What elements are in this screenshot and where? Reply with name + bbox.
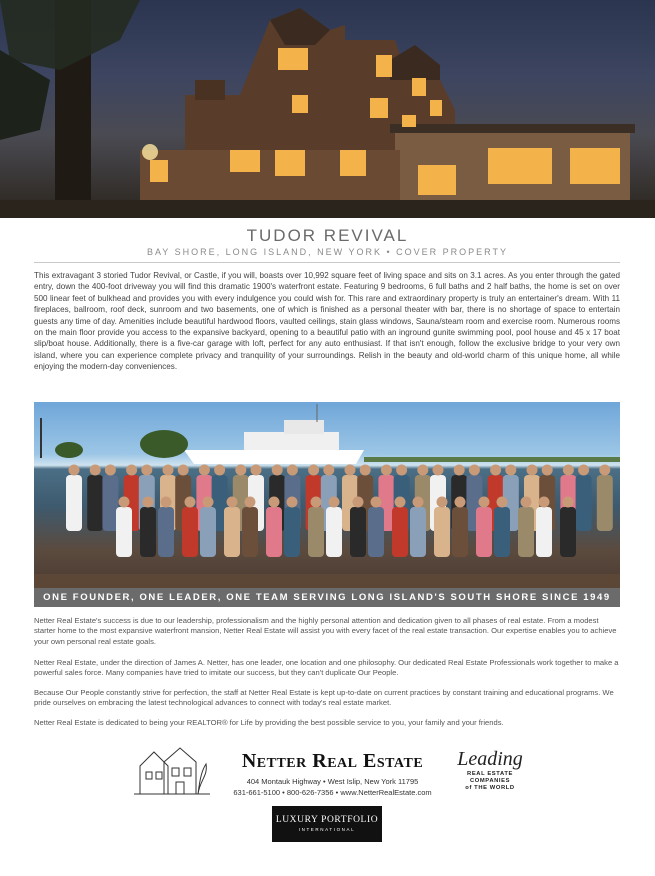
team-member-head [563,497,574,508]
team-member-head [143,497,154,508]
team-member-body [494,507,510,557]
team-member-head [251,465,262,476]
team-member-head [178,465,189,476]
team-member-head [329,497,340,508]
team-member-head [417,465,428,476]
team-member-head [599,465,610,476]
about-paragraph-4: Netter Real Estate is dedicated to being your REALTOR® for Life by providing the best possible service to you, your family and your friends. [34,718,504,727]
listing-title: TUDOR REVIVAL [246,226,409,245]
team-member-body [410,507,426,557]
team-member-body [284,507,300,557]
team-member-body [597,475,613,531]
brand-name: Netter Real Estate [241,750,424,772]
team-member-head [505,465,516,476]
team-member-head [563,465,574,476]
team-member-body [116,507,132,557]
team-member-head [455,497,466,508]
about-paragraph-2: Netter Real Estate, under the direction of James A. Netter, has one leader, one location and one philosophy. Our dedicated Real Estate Professionals work together to make a powerful sales force. Many companies have tried to imitate our success, but they can't duplicate Our People. [34,658,619,678]
lux-line-1: LUXURY PORTFOLIO [275,815,379,825]
team-member-head [539,497,550,508]
team-member-head [437,497,448,508]
team-member-head [126,465,137,476]
team-member-head [227,497,238,508]
team-member-head [161,497,172,508]
contact-line[interactable]: 631-661-5100 • 800-626-7356 • www.NetterRealEstate.com [233,788,432,797]
team-member-head [454,465,465,476]
team-member-body [200,507,216,557]
team-member-head [269,497,280,508]
team-member-head [311,497,322,508]
team-member-body [518,507,534,557]
team-member-head [163,465,174,476]
team-banner: ONE FOUNDER, ONE LEADER, ONE TEAM SERVING LONG ISLAND'S SOUTH SHORE SINCE 1949 [34,588,620,607]
team-member-head [396,465,407,476]
team-member-head [185,497,196,508]
team-member-body [158,507,174,557]
divider [34,262,620,263]
team-member-body [326,507,342,557]
team-member-head [287,465,298,476]
hero-house-photo [0,0,655,218]
team-member-head [235,465,246,476]
team-member-body [576,475,592,531]
team-member-body [368,507,384,557]
about-paragraph-1: Netter Real Estate's success is due to our leadership, professionalism and the highly personal attention and dedication given to all phases of real estate. From a modest starter home to the most expansive waterfront mansion, Netter Real Estate will assist you with every facet of the real estate transaction. Our expertise enables you to achieve your own personal real estate goals. [34,616,617,646]
team-member-body [266,507,282,557]
team-member-head [203,497,214,508]
team-member-body [242,507,258,557]
team-member-head [360,465,371,476]
team-member-head [345,465,356,476]
team-member-head [413,497,424,508]
team-member-head [527,465,538,476]
team-member-head [287,497,298,508]
listing-subtitle: BAY SHORE, LONG ISLAND, NEW YORK • COVER PROPERTY [146,247,509,257]
team-member-head [578,465,589,476]
team-member-head [141,465,152,476]
team-member-body [392,507,408,557]
team-member-head [323,465,334,476]
house-sketch-icon [134,742,210,800]
leading-sub-2: COMPANIES [469,778,511,784]
listing-description: This extravagant 3 storied Tudor Revival, or Castle, if you will, boasts over 10,992 square feet of living space and sits on 3.1 acres. As you enter through the gated entry, down the 400-foot driveway you will find this dramatic 1900's waterfront estate. Featuring 9 bedrooms, 6 full baths and 2 half baths, the home is set on over 500 linear feet of bulkhead and provides you with every indulgence you could wish for. This rare and extraordinary property is truly an entertainer's dream. With 11 fireplaces, ballroom, roof deck, sunroom and two basements, one of which is finished as a personal theater with bar, there is no shortage of space to entertain guests any time of day. Amenities include beautiful hardwood floors, vaulted ceilings, stain glass windows, Sauna/steam room and exercise room. Numerous rooms on the main floor provide you access to the expansive backyard, opening to a beautiful patio with an inground gunite swimming pool, pool house and 45 x 17 boat slip/boat house. Additionally, there is a five-car garage with loft, perfect for any auto enthusiast. If that isn't enough, follow the exclusive bridge to your very own island, where you can experience complete privacy and tranquility of your surroundings. Relish in the beauty and old-world charm of this unique home, all while enjoying the modern-day conveniences. [34,271,620,372]
team-member-head [199,465,210,476]
team-photo [34,402,620,588]
team-member-body [350,507,366,557]
team-member-body [560,507,576,557]
team-member-head [308,465,319,476]
team-member-head [433,465,444,476]
team-member-body [66,475,82,531]
team-member-head [542,465,553,476]
team-member-head [245,497,256,508]
luxury-portfolio-logo [272,806,382,842]
team-member-head [105,465,116,476]
team-member-body [452,507,468,557]
lux-line-2: INTERNATIONAL [298,827,356,832]
team-member-body [224,507,240,557]
team-member-body [182,507,198,557]
team-member-head [69,465,80,476]
team-member-body [476,507,492,557]
team-member-head [272,465,283,476]
leading-sub-3: of THE WORLD [465,785,515,791]
brand-address [210,776,455,798]
team-member-head [497,497,508,508]
team-member-head [214,465,225,476]
team-member-head [371,497,382,508]
team-member-head [490,465,501,476]
team-member-head [119,497,130,508]
team-member-head [469,465,480,476]
team-member-head [521,497,532,508]
team-member-head [90,465,101,476]
team-member-body [140,507,156,557]
team-member-head [395,497,406,508]
team-member-head [479,497,490,508]
team-member-head [353,497,364,508]
leading-sub-1: REAL ESTATE [467,771,513,777]
leading-logo [452,748,528,792]
team-member-body [308,507,324,557]
leading-word: Leading [457,748,523,770]
address-line: 404 Montauk Highway • West Islip, New York 11795 [246,777,419,786]
team-member-body [434,507,450,557]
team-member-head [381,465,392,476]
team-member-body [536,507,552,557]
about-paragraph-3: Because Our People constantly strive for perfection, the staff at Netter Real Estate is kept up-to-date on current practices by constant training and educational programs. We pride ourselves on embracing the latest technological advances to connect with today's real estate market. [34,688,614,708]
team-member-body [87,475,103,531]
